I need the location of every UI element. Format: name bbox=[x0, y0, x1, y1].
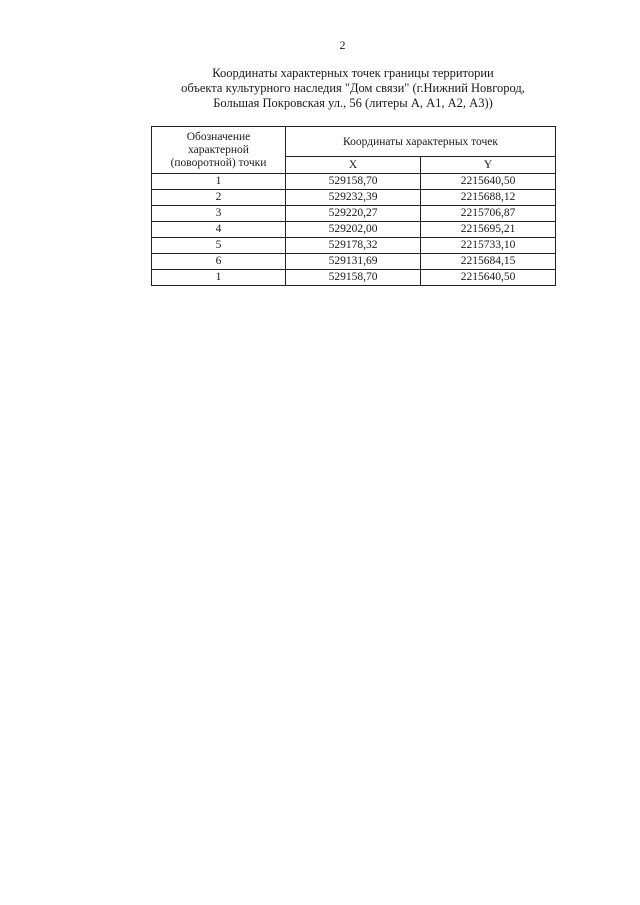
document-title bbox=[150, 66, 556, 111]
title-line-1: Координаты характерных точек границы территории bbox=[212, 66, 494, 80]
point-cell: 5 bbox=[152, 238, 286, 254]
point-cell: 6 bbox=[152, 254, 286, 270]
header-x: X bbox=[286, 157, 421, 174]
table-row bbox=[152, 254, 556, 270]
x-cell: 529220,27 bbox=[286, 206, 421, 222]
header-y: Y bbox=[421, 157, 556, 174]
x-cell: 529232,39 bbox=[286, 190, 421, 206]
table-row bbox=[152, 206, 556, 222]
header-coordinates: Координаты характерных точек bbox=[286, 127, 556, 157]
table-row bbox=[152, 190, 556, 206]
title-line-3: Большая Покровская ул., 56 (литеры А, А1, А2, А3)) bbox=[213, 96, 493, 110]
table-row bbox=[152, 222, 556, 238]
y-cell: 2215640,50 bbox=[421, 174, 556, 190]
point-cell: 1 bbox=[152, 270, 286, 286]
header-point-designation: Обозначение характерной (поворотной) точки bbox=[152, 127, 286, 174]
y-cell: 2215695,21 bbox=[421, 222, 556, 238]
table-row bbox=[152, 270, 556, 286]
x-cell: 529131,69 bbox=[286, 254, 421, 270]
point-cell: 3 bbox=[152, 206, 286, 222]
page-number: 2 bbox=[339, 38, 346, 52]
y-cell: 2215640,50 bbox=[421, 270, 556, 286]
table-row bbox=[152, 174, 556, 190]
coordinates-table bbox=[151, 126, 556, 286]
x-cell: 529158,70 bbox=[286, 174, 421, 190]
y-cell: 2215688,12 bbox=[421, 190, 556, 206]
table-row bbox=[152, 238, 556, 254]
point-cell: 4 bbox=[152, 222, 286, 238]
title-line-2: объекта культурного наследия "Дом связи" (г.Нижний Новгород, bbox=[181, 81, 525, 95]
point-cell: 1 bbox=[152, 174, 286, 190]
x-cell: 529158,70 bbox=[286, 270, 421, 286]
point-cell: 2 bbox=[152, 190, 286, 206]
x-cell: 529202,00 bbox=[286, 222, 421, 238]
y-cell: 2215684,15 bbox=[421, 254, 556, 270]
y-cell: 2215733,10 bbox=[421, 238, 556, 254]
x-cell: 529178,32 bbox=[286, 238, 421, 254]
y-cell: 2215706,87 bbox=[421, 206, 556, 222]
